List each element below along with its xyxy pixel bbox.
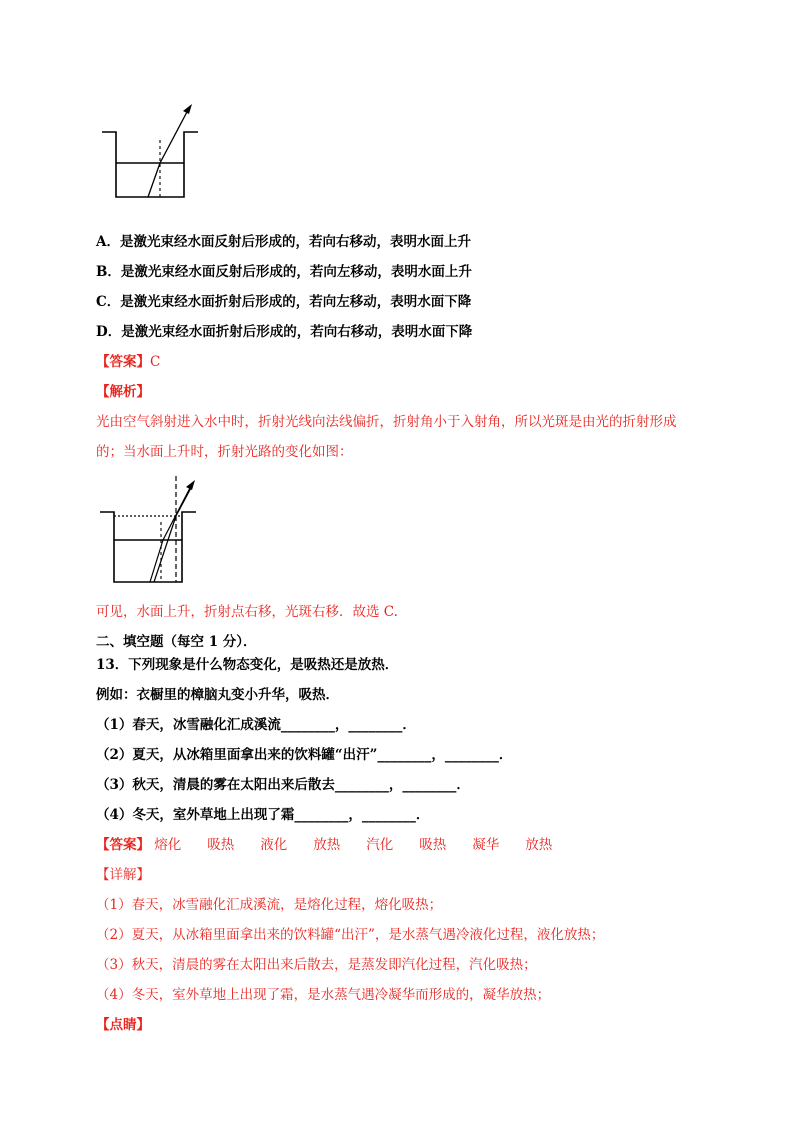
section-title: 二、填空题（每空 1 分）．	[96, 634, 257, 650]
answer-4: 放热	[313, 837, 341, 853]
container-diagram-2	[98, 472, 210, 590]
analysis-tag: 【解析】	[96, 384, 150, 400]
answer-5: 汽化	[366, 837, 394, 853]
option-a: A．是激光束经水面反射后形成的，若向右移动，表明水面上升	[96, 234, 471, 250]
analysis-line-2: 的；当水面上升时，折射光路的变化如图：	[96, 444, 353, 460]
tip-tag: 【点睛】	[96, 1017, 150, 1033]
option-b: B．是激光束经水面反射后形成的，若向左移动，表明水面上升	[96, 264, 472, 280]
answer-3: 液化	[260, 837, 288, 853]
detail-tag: 【详解】	[96, 867, 150, 883]
analysis-conclusion: 可见，水面上升，折射点右移，光斑右移．故选 C.	[96, 604, 398, 620]
answer-tag: 【答案】	[96, 354, 150, 370]
answer-6: 吸热	[419, 837, 447, 853]
detail-4: （4）冬天，室外草地上出现了霜，是水蒸气遇冷凝华而形成的，凝华放热；	[96, 987, 551, 1003]
answer-7: 凝华	[472, 837, 500, 853]
answer-2: 吸热	[207, 837, 235, 853]
q13-item-3: （3）秋天，清晨的雾在太阳出来后散去________，________．	[96, 777, 470, 793]
container-diagram-1	[100, 100, 210, 204]
detail-1: （1）春天，冰雪融化汇成溪流，是熔化过程，熔化吸热；	[96, 897, 443, 913]
answer-value: C	[150, 354, 161, 370]
answer-row-q13	[96, 836, 578, 854]
q13-item-4: （4）冬天，室外草地上出现了霜________，________．	[96, 807, 430, 823]
q13-item-1: （1）春天，冰雪融化汇成溪流________，________．	[96, 717, 416, 733]
option-d: D．是激光束经水面折射后形成的，若向右移动，表明水面下降	[96, 324, 473, 340]
detail-3: （3）秋天，清晨的雾在太阳出来后散去，是蒸发即汽化过程，汽化吸热；	[96, 957, 537, 973]
q13-example: 例如：衣橱里的樟脑丸变小升华，吸热．	[96, 687, 339, 703]
detail-2: （2）夏天，从冰箱里面拿出来的饮料罐“出汗”，是水蒸气遇冷液化过程，液化放热；	[96, 927, 605, 943]
q13-stem: 13．下列现象是什么物态变化，是吸热还是放热．	[96, 657, 399, 673]
option-c: C．是激光束经水面折射后形成的，若向左移动，表明水面下降	[96, 294, 472, 310]
answer-row-q12	[96, 353, 160, 371]
answer-8: 放热	[525, 837, 553, 853]
answer-1: 熔化	[154, 837, 182, 853]
answer-tag-q13: 【答案】	[96, 837, 150, 853]
analysis-line-1: 光由空气斜射进入水中时，折射光线向法线偏折，折射角小于入射角，所以光斑是由光的折射形成	[96, 414, 677, 430]
q13-item-2: （2）夏天，从冰箱里面拿出来的饮料罐“出汗”________，________．	[96, 747, 513, 763]
